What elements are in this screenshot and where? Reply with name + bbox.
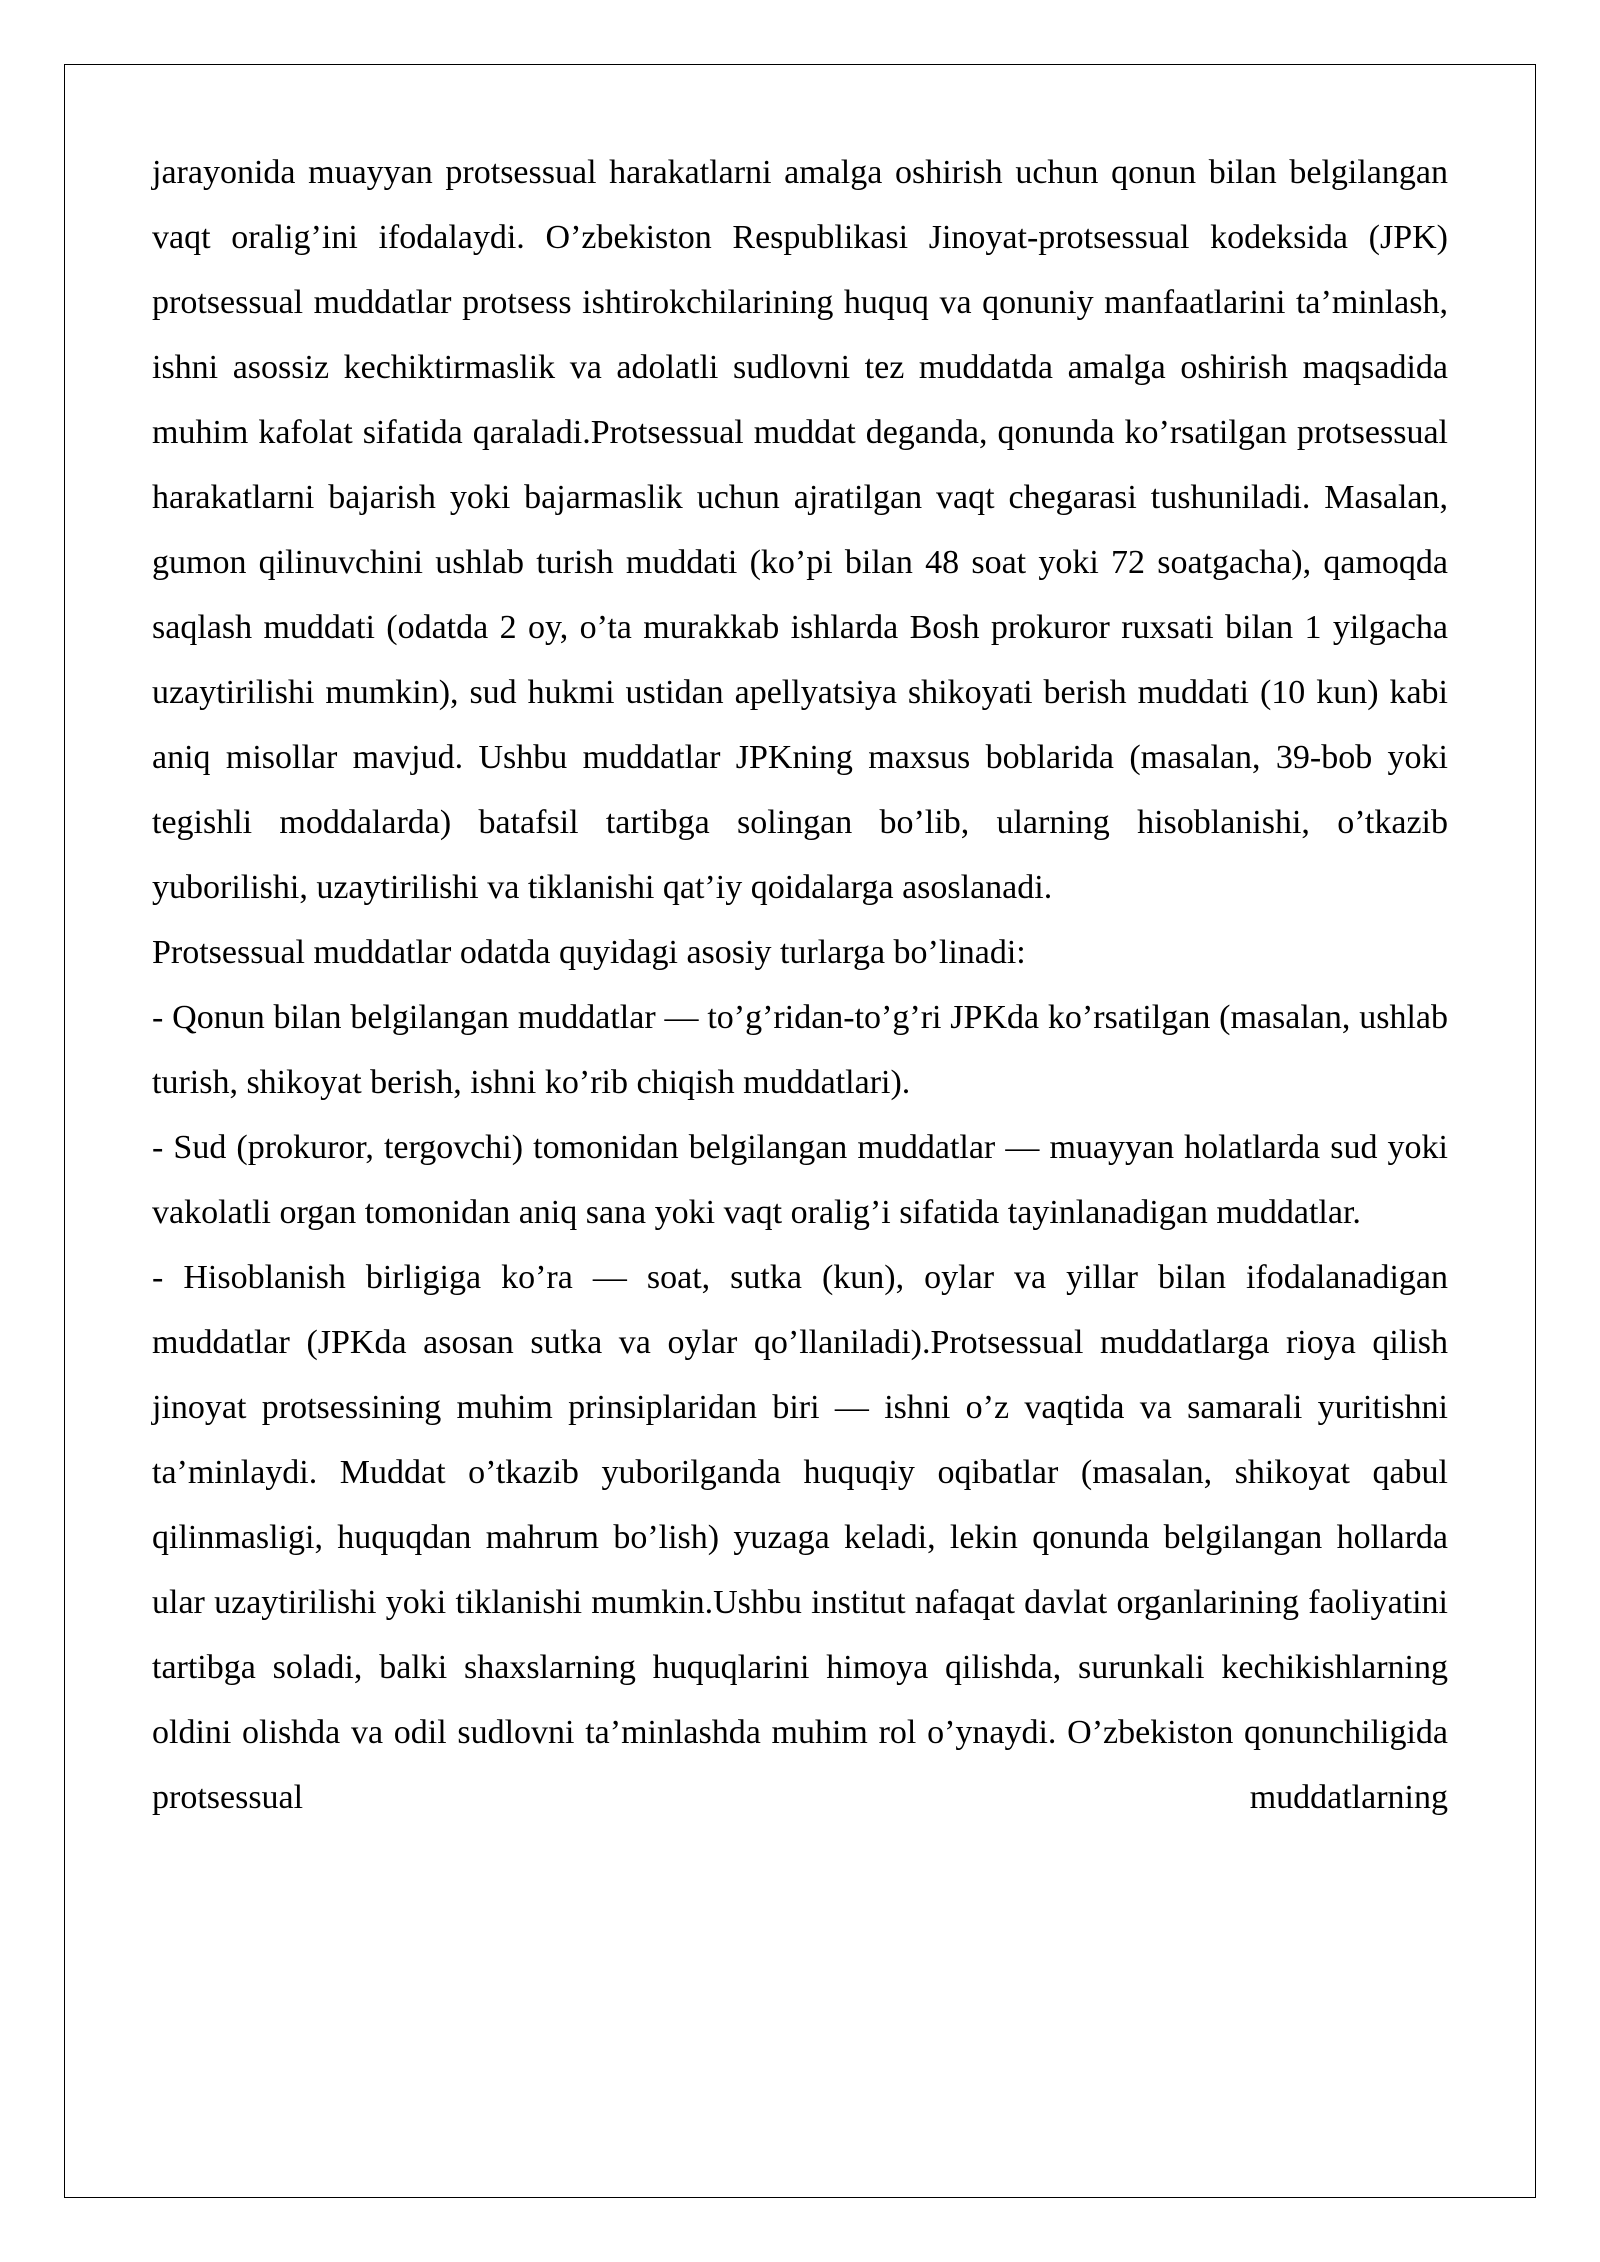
list-item-calculation-units: - Hisoblanish birligiga ko’ra — soat, sutka (kun), oylar va yillar bilan ifodalanadigan muddatlar (JPKda asosan sutka va oylar qo’llaniladi).Protsessual muddatlarga rioya qilish jinoyat protsessining muhim prinsiplaridan biri — ishni o’z vaqtida va samarali yuritishni ta’minlaydi. Muddat o’tkazib yuborilganda huquqiy oqibatlar (masalan, shikoyat qabul qilinmasligi, huquqdan mahrum bo’lish) yuzaga keladi, lekin qonunda belgilangan hollarda ular uzaytirilishi yoki tiklanishi mumkin.Ushbu institut nafaqat davlat organlarining faoliyatini tartibga soladi, balki shaxslarning huquqlarini himoya qilishda, surunkali kechikishlarning oldini olishda va odil sudlovni ta’minlashda muhim rol o’ynaydi. O’zbekiston qonunchiligida protsessual muddatlarning [152, 1259, 1448, 1816]
paragraph-types-intro: Protsessual muddatlar odatda quyidagi asosiy turlarga bo’linadi: [152, 934, 1026, 971]
list-item-statutory-deadlines: - Qonun bilan belgilangan muddatlar — to’g’ridan-to’g’ri JPKda ko’rsatilgan (masalan, ushlab turish, shikoyat berish, ishni ko’rib chiqish muddatlari). [152, 999, 1448, 1101]
list-item-court-set-deadlines: - Sud (prokuror, tergovchi) tomonidan belgilangan muddatlar — muayyan holatlarda sud yoki vakolatli organ tomonidan aniq sana yoki vaqt oralig’i sifatida tayinlanadigan muddatlar. [152, 1129, 1448, 1231]
document-body [152, 140, 1448, 1830]
paragraph-definition: jarayonida muayyan protsessual harakatlarni amalga oshirish uchun qonun bilan belgilangan vaqt oralig’ini ifodalaydi. O’zbekiston Respublikasi Jinoyat-protsessual kodeksida (JPK) protsessual muddatlar protsess ishtirokchilarining huquq va qonuniy manfaatlarini ta’minlash, ishni asossiz kechiktirmaslik va adolatli sudlovni tez muddatda amalga oshirish maqsadida muhim kafolat sifatida qaraladi.Protsessual muddat deganda, qonunda ko’rsatilgan protsessual harakatlarni bajarish yoki bajarmaslik uchun ajratilgan vaqt chegarasi tushuniladi. Masalan, gumon qilinuvchini ushlab turish muddati (ko’pi bilan 48 soat yoki 72 soatgacha), qamoqda saqlash muddati (odatda 2 oy, o’ta murakkab ishlarda Bosh prokuror ruxsati bilan 1 yilgacha uzaytirilishi mumkin), sud hukmi ustidan apellyatsiya shikoyati berish muddati (10 kun) kabi aniq misollar mavjud. Ushbu muddatlar JPKning maxsus boblarida (masalan, 39-bob yoki tegishli moddalarda) batafsil tartibga solingan bo’lib, ularning hisoblanishi, o’tkazib yuborilishi, uzaytirilishi va tiklanishi qat’iy qoidalarga asoslanadi. [152, 154, 1448, 906]
